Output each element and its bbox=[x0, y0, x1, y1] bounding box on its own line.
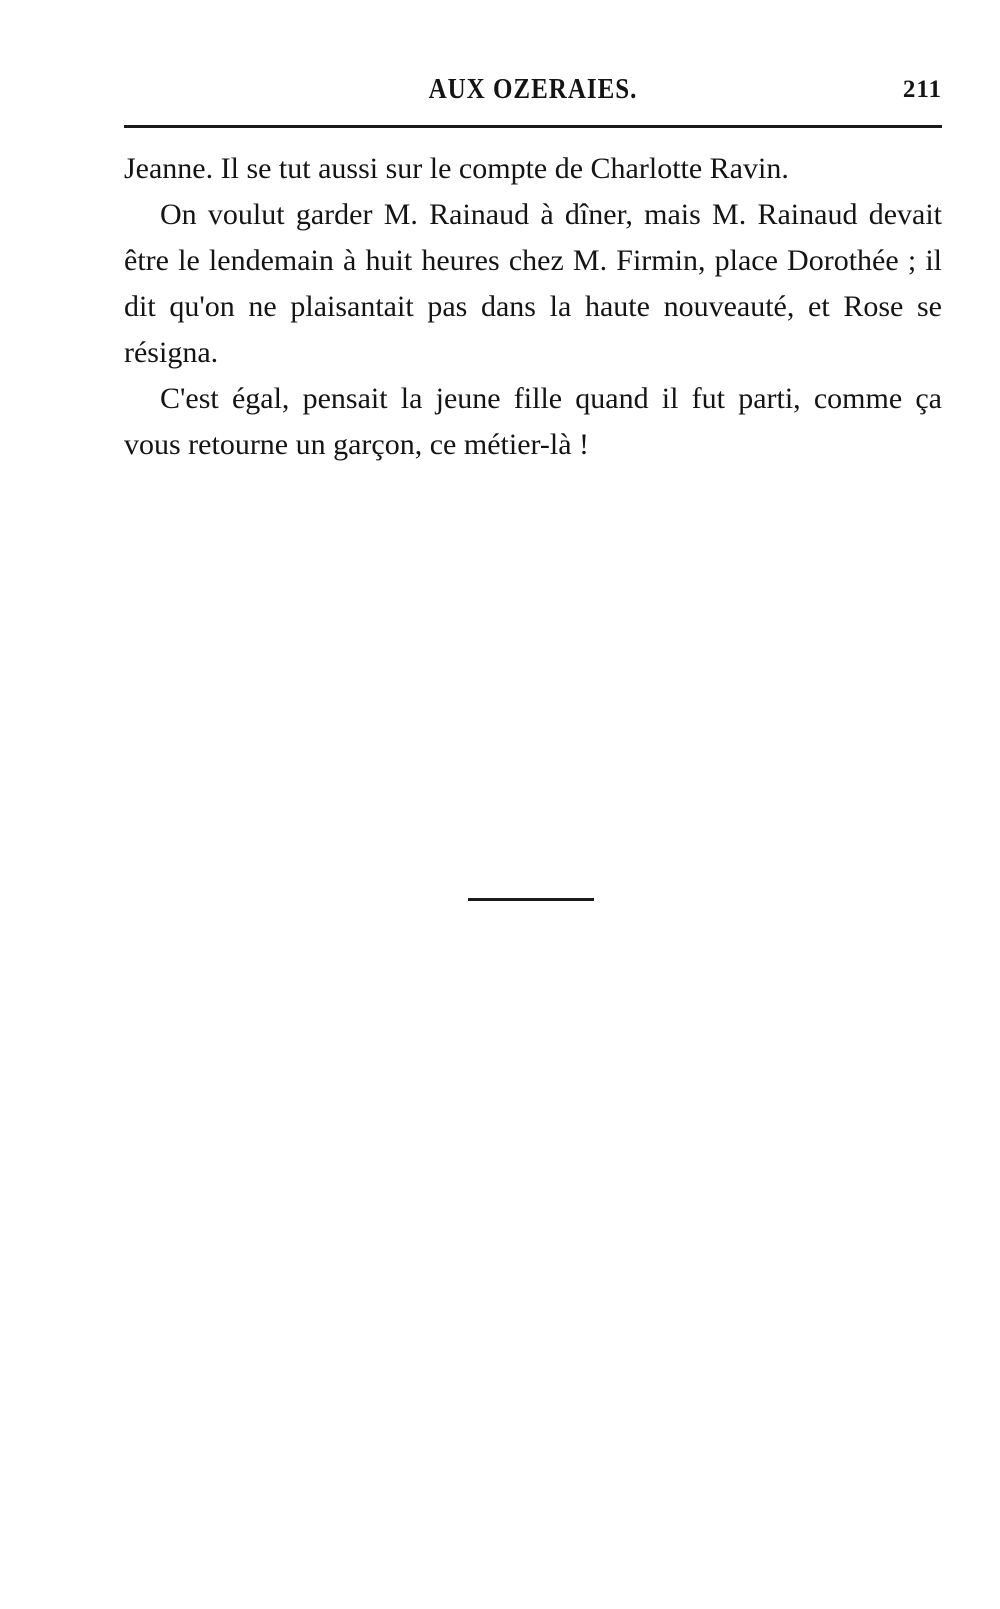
running-head bbox=[124, 73, 942, 112]
header-rule bbox=[124, 125, 942, 128]
paragraph: On voulut garder M. Rainaud à dîner, mais M. Rainaud devait être le lendemain à huit heures chez M. Firmin, place Dorothée ; il dit qu'on ne plaisantait pas dans la haute nouveauté, et Rose se résigna. bbox=[124, 198, 942, 369]
page-number: 211 bbox=[902, 76, 942, 103]
running-title: AUX OZERAIES. bbox=[428, 73, 638, 105]
paragraph-continued: Jeanne. Il se tut aussi sur le compte de Charlotte Ravin. bbox=[124, 152, 789, 185]
paragraph: C'est égal, pensait la jeune fille quand il fut parti, comme ça vous retourne un garçon, ce métier-là ! bbox=[124, 382, 942, 461]
body-text bbox=[124, 146, 942, 468]
chapter-end-rule bbox=[468, 898, 594, 901]
